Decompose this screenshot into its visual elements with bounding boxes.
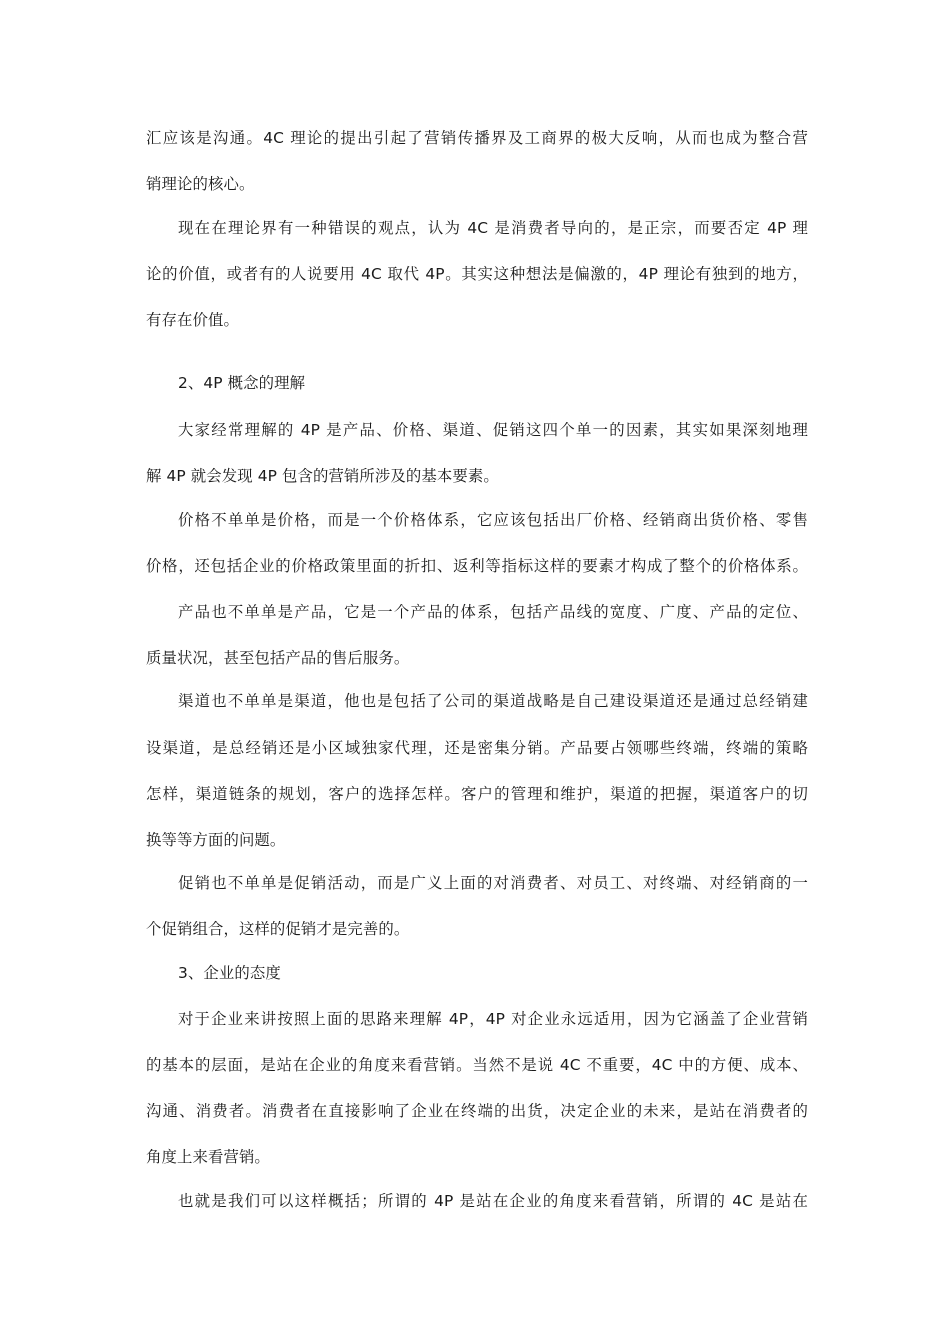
text-line: 角度上来看营销。 — [146, 1148, 270, 1166]
text-line: 论的价值，或者有的人说要用 4C 取代 4P。其实这种想法是偏激的，4P 理论有独到的地方， — [146, 265, 808, 283]
text-line: 汇应该是沟通。4C 理论的提出引起了营销传播界及工商界的极大反响，从而也成为整合营 — [146, 129, 808, 147]
text-line: 渠道也不单单是渠道，他也是包括了公司的渠道战略是自己建设渠道还是通过总经销建 — [178, 692, 808, 710]
section-heading: 2、4P 概念的理解 — [178, 374, 306, 392]
text-line: 怎样，渠道链条的规划，客户的选择怎样。客户的管理和维护，渠道的把握，渠道客户的切 — [146, 785, 808, 803]
text-line: 大家经常理解的 4P 是产品、价格、渠道、促销这四个单一的因素，其实如果深刻地理 — [178, 421, 808, 439]
text-line: 促销也不单单是促销活动，而是广义上面的对消费者、对员工、对终端、对经销商的一 — [178, 874, 808, 892]
text-line: 价格不单单是价格，而是一个价格体系，它应该包括出厂价格、经销商出货价格、零售 — [178, 511, 808, 529]
text-line: 解 4P 就会发现 4P 包含的营销所涉及的基本要素。 — [146, 467, 499, 485]
text-line: 质量状况，甚至包括产品的售后服务。 — [146, 649, 410, 667]
text-line: 现在在理论界有一种错误的观点，认为 4C 是消费者导向的，是正宗，而要否定 4P 理 — [178, 219, 808, 237]
text-line: 价格，还包括企业的价格政策里面的折扣、返利等指标这样的要素才构成了整个的价格体系。 — [146, 557, 808, 575]
text-line: 对于企业来讲按照上面的思路来理解 4P，4P 对企业永远适用，因为它涵盖了企业营销 — [178, 1010, 808, 1028]
text-line: 有存在价值。 — [146, 311, 239, 329]
text-line: 销理论的核心。 — [146, 175, 255, 193]
text-line: 设渠道，是总经销还是小区域独家代理，还是密集分销。产品要占领哪些终端，终端的策略 — [146, 739, 808, 757]
text-line: 沟通、消费者。消费者在直接影响了企业在终端的出货，决定企业的未来，是站在消费者的 — [146, 1102, 808, 1120]
text-line: 产品也不单单是产品，它是一个产品的体系，包括产品线的宽度、广度、产品的定位、 — [178, 603, 808, 621]
text-line: 也就是我们可以这样概括；所谓的 4P 是站在企业的角度来看营销，所谓的 4C 是站在 — [178, 1192, 808, 1210]
text-line: 换等等方面的问题。 — [146, 831, 286, 849]
section-heading: 3、企业的态度 — [178, 964, 281, 982]
text-line: 个促销组合，这样的促销才是完善的。 — [146, 920, 410, 938]
text-line: 的基本的层面，是站在企业的角度来看营销。当然不是说 4C 不重要，4C 中的方便、成本、 — [146, 1056, 808, 1074]
